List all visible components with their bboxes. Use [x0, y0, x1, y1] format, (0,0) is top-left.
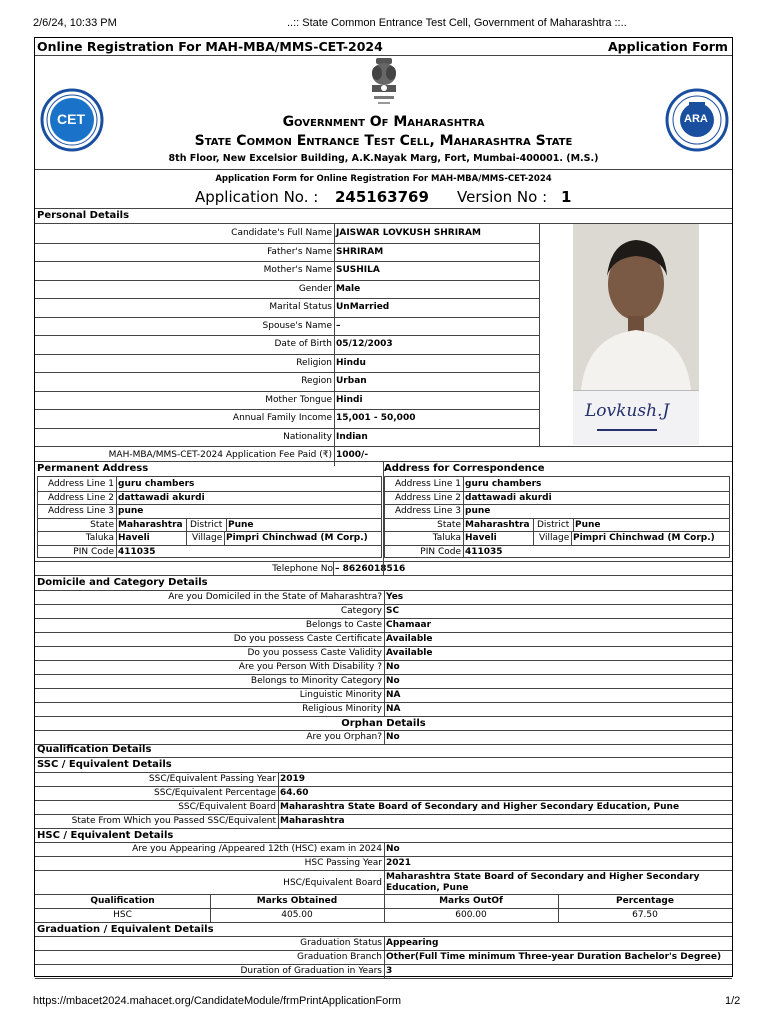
field-label: Are you Domiciled in the State of Maharashtra? — [168, 592, 382, 602]
field-value: Indian — [336, 431, 368, 442]
corr-address-table — [384, 476, 730, 558]
ssc-heading: SSC / Equivalent Details — [37, 759, 172, 770]
divider — [35, 298, 539, 299]
version-no: 1 — [561, 188, 572, 206]
application-no: 245163769 — [335, 188, 429, 206]
field-label: Linguistic Minority — [299, 690, 382, 700]
field-label: SSC/Equivalent Board — [178, 802, 276, 812]
field-value: No — [386, 844, 400, 854]
divider — [385, 518, 729, 519]
field-label: State From Which you Passed SSC/Equivalent — [71, 816, 276, 826]
divider — [38, 545, 381, 546]
village-value: Pimpri Chinchwad (M Corp.) — [226, 533, 368, 543]
field-value: Other(Full Time minimum Three-year Duration Bachelor's Degree) — [386, 952, 722, 962]
divider — [35, 261, 539, 262]
print-url: https://mbacet2024.mahacet.org/CandidateModule/frmPrintApplicationForm — [33, 995, 402, 1007]
field-value: SUSHILA — [336, 265, 380, 275]
address-line-value: pune — [118, 506, 144, 516]
graduation-heading: Graduation / Equivalent Details — [37, 924, 214, 935]
divider — [383, 561, 384, 575]
field-value: Chamaar — [386, 620, 432, 630]
divider — [38, 504, 381, 505]
divider — [35, 446, 732, 447]
field-label: SSC/Equivalent Passing Year — [148, 774, 276, 784]
field-label: Do you possess Caste Certificate — [233, 634, 382, 644]
field-label: Belongs to Minority Category — [250, 676, 382, 686]
taluka-label: Taluka — [85, 533, 114, 543]
pin-label: PIN Code — [73, 546, 114, 557]
field-label: Gender — [298, 283, 332, 294]
field-value: 15,001 - 50,000 — [336, 413, 416, 423]
address-line-value: dattawadi akurdi — [118, 492, 205, 503]
field-value: 1000/- — [336, 450, 369, 460]
taluka-label: Taluka — [432, 533, 461, 543]
divider — [38, 531, 381, 532]
field-value: Male — [336, 283, 361, 294]
divider — [35, 786, 732, 787]
field-value: 05/12/2003 — [336, 339, 393, 349]
field-value: No — [386, 732, 400, 742]
government-title: Government Of Maharashtra — [282, 114, 485, 130]
village-label: Village — [539, 533, 570, 543]
marks-table-cell: 67.50 — [632, 910, 658, 920]
address-line-label: Address Line 2 — [47, 492, 114, 503]
field-value: SHRIRAM — [336, 246, 384, 257]
signature-text: Lovkush.J — [585, 401, 670, 421]
office-address: 8th Floor, New Excelsior Building, A.K.Nayak Marg, Fort, Mumbai-400001. (M.S.) — [168, 153, 599, 164]
address-line-value: dattawadi akurdi — [465, 492, 552, 503]
divider — [385, 531, 729, 532]
marks-table-header: Marks OutOf — [439, 896, 503, 906]
divider — [384, 842, 385, 894]
field-label: Father's Name — [267, 246, 332, 257]
field-label: Nationality — [283, 431, 332, 442]
print-page-title: ..:: State Common Entrance Test Cell, Government of Maharashtra ::.. — [287, 17, 627, 29]
address-line-label: Address Line 1 — [394, 479, 461, 489]
divider — [35, 335, 539, 336]
field-value: Urban — [336, 376, 367, 386]
divider — [278, 772, 279, 828]
field-label: Candidate's Full Name — [231, 228, 332, 238]
state-emblem-icon — [366, 56, 402, 108]
divider — [35, 317, 539, 318]
address-line-label: Address Line 1 — [47, 479, 114, 489]
perm-address-heading: Permanent Address — [37, 463, 149, 474]
state-value: Maharashtra — [465, 519, 530, 530]
field-label: Are you Person With Disability ? — [238, 662, 382, 672]
divider — [35, 372, 539, 373]
field-value: NA — [386, 704, 401, 714]
divider — [35, 243, 539, 244]
hsc-heading: HSC / Equivalent Details — [37, 830, 174, 841]
divider — [385, 545, 729, 546]
candidate-signature — [573, 390, 699, 445]
pin-value: 411035 — [465, 546, 503, 557]
district-value: Pune — [575, 519, 601, 530]
qualification-heading: Qualification Details — [37, 744, 152, 755]
field-value: Maharashtra State Board of Secondary and Higher Secondary Education, Pune — [280, 802, 680, 812]
divider — [35, 922, 732, 923]
field-value: Maharashtra — [280, 816, 345, 826]
divider — [573, 518, 574, 532]
field-label: Are you Orphan? — [306, 732, 382, 742]
village-value: Pimpri Chinchwad (M Corp.) — [573, 533, 715, 543]
field-label: Religion — [296, 357, 332, 368]
pin-label: PIN Code — [420, 546, 461, 557]
taluka-value: Haveli — [118, 533, 150, 543]
address-line-label: Address Line 3 — [47, 506, 114, 516]
divider — [35, 409, 539, 410]
address-line-value: guru chambers — [465, 479, 542, 489]
state-value: Maharashtra — [118, 519, 183, 530]
field-label: Graduation Branch — [297, 952, 382, 962]
field-label: Annual Family Income — [232, 413, 332, 423]
field-value: Yes — [386, 592, 404, 602]
divider — [385, 491, 729, 492]
form-type: Application Form — [608, 39, 728, 54]
divider — [35, 772, 732, 773]
divider — [116, 477, 117, 558]
divider — [385, 504, 729, 505]
field-label: HSC/Equivalent Board — [283, 878, 382, 888]
divider — [35, 716, 732, 717]
orphan-heading: Orphan Details — [341, 718, 426, 729]
marks-table-cell: 600.00 — [455, 910, 487, 920]
field-label: MAH-MBA/MMS-CET-2024 Application Fee Paid (₹) — [108, 450, 332, 460]
application-form — [34, 37, 733, 977]
field-value: Appearing — [386, 938, 439, 948]
print-timestamp: 2/6/24, 10:33 PM — [33, 17, 117, 29]
divider — [35, 391, 539, 392]
application-no-label: Application No. : — [195, 188, 319, 206]
field-value: Available — [386, 634, 433, 644]
field-label: Religious Minority — [302, 704, 382, 714]
field-label: Mother's Name — [263, 265, 332, 275]
divider — [463, 477, 464, 558]
divider — [384, 730, 385, 744]
divider — [539, 224, 540, 446]
cet-cell-title: State Common Entrance Test Cell, Maharashtra State — [194, 133, 573, 149]
field-value: 64.60 — [280, 788, 309, 798]
divider — [571, 531, 572, 545]
field-value: SC — [386, 606, 400, 616]
divider — [38, 491, 381, 492]
marks-table-header: Marks Obtained — [256, 896, 338, 906]
field-label: Category — [340, 606, 382, 616]
ara-logo-text: ARA — [684, 113, 708, 125]
divider — [35, 978, 732, 979]
state-label: State — [437, 519, 461, 530]
field-value: Maharashtra State Board of Secondary and Higher Secondary — [386, 872, 700, 882]
field-label: Belongs to Caste — [305, 620, 382, 630]
form-title: Online Registration For MAH-MBA/MMS-CET-2024 — [37, 39, 383, 54]
state-label: State — [90, 519, 114, 530]
field-label: Are you Appearing /Appeared 12th (HSC) exam in 2024 — [132, 844, 382, 854]
address-line-label: Address Line 2 — [394, 492, 461, 503]
district-value: Pune — [228, 519, 254, 530]
domicile-heading: Domicile and Category Details — [37, 577, 208, 588]
divider — [384, 590, 385, 716]
field-value: Hindu — [336, 357, 366, 368]
address-line-value: pune — [465, 506, 491, 516]
field-label: Do you possess Caste Validity — [247, 648, 382, 658]
field-label: SSC/Equivalent Percentage — [154, 788, 276, 798]
field-value: 2019 — [280, 774, 306, 784]
divider — [35, 280, 539, 281]
field-value: UnMarried — [336, 302, 390, 312]
field-value: 2021 — [386, 858, 412, 868]
perm-address-table — [37, 476, 382, 558]
field-value: NA — [386, 690, 401, 700]
district-label: District — [190, 519, 223, 530]
personal-details-heading: Personal Details — [37, 210, 130, 221]
taluka-value: Haveli — [465, 533, 497, 543]
address-line-label: Address Line 3 — [394, 506, 461, 516]
divider — [35, 908, 732, 909]
marks-table-cell: 405.00 — [281, 910, 313, 920]
divider — [226, 518, 227, 532]
divider — [224, 531, 225, 545]
marks-table-cell: HSC — [113, 910, 132, 920]
district-label: District — [537, 519, 570, 530]
divider — [334, 224, 335, 466]
field-value: Available — [386, 648, 433, 658]
divider — [35, 354, 539, 355]
version-label: Version No : — [457, 188, 548, 206]
field-value: No — [386, 662, 400, 672]
form-subtitle: Application Form for Online Registration For MAH-MBA/MMS-CET-2024 — [215, 174, 552, 184]
divider — [38, 518, 381, 519]
divider — [35, 757, 732, 758]
field-label: Region — [301, 376, 332, 386]
field-label: Spouse's Name — [262, 320, 332, 331]
divider — [35, 800, 732, 801]
field-label: Mother Tongue — [265, 394, 332, 405]
divider — [35, 428, 539, 429]
print-page-number: 1/2 — [725, 995, 741, 1007]
village-label: Village — [192, 533, 223, 543]
field-label: Date of Birth — [274, 339, 332, 349]
pin-value: 411035 — [118, 546, 156, 557]
field-value: No — [386, 676, 400, 686]
field-label: Graduation Status — [300, 938, 382, 948]
field-value: – — [336, 320, 341, 331]
marks-table-header: Qualification — [90, 896, 155, 906]
field-value: 3 — [386, 966, 393, 976]
field-label: Duration of Graduation in Years — [240, 966, 382, 976]
address-line-value: guru chambers — [118, 479, 195, 489]
field-value: Hindi — [336, 394, 363, 405]
cet-logo-text: CET — [57, 111, 85, 127]
field-label: Marital Status — [269, 302, 332, 312]
corr-address-heading: Address for Correspondence — [384, 463, 545, 474]
candidate-photo — [573, 224, 699, 390]
telephone-label: Telephone No — [272, 564, 333, 574]
divider — [35, 814, 732, 815]
field-label: HSC Passing Year — [304, 858, 382, 868]
divider — [35, 575, 732, 576]
telephone-value: – 8626018516 — [335, 564, 406, 574]
divider — [384, 936, 385, 978]
field-value: JAISWAR LOVKUSH SHRIRAM — [336, 228, 481, 238]
marks-table-header: Percentage — [616, 896, 674, 906]
field-value: Education, Pune — [386, 883, 469, 893]
divider — [35, 828, 732, 829]
divider — [333, 561, 334, 575]
